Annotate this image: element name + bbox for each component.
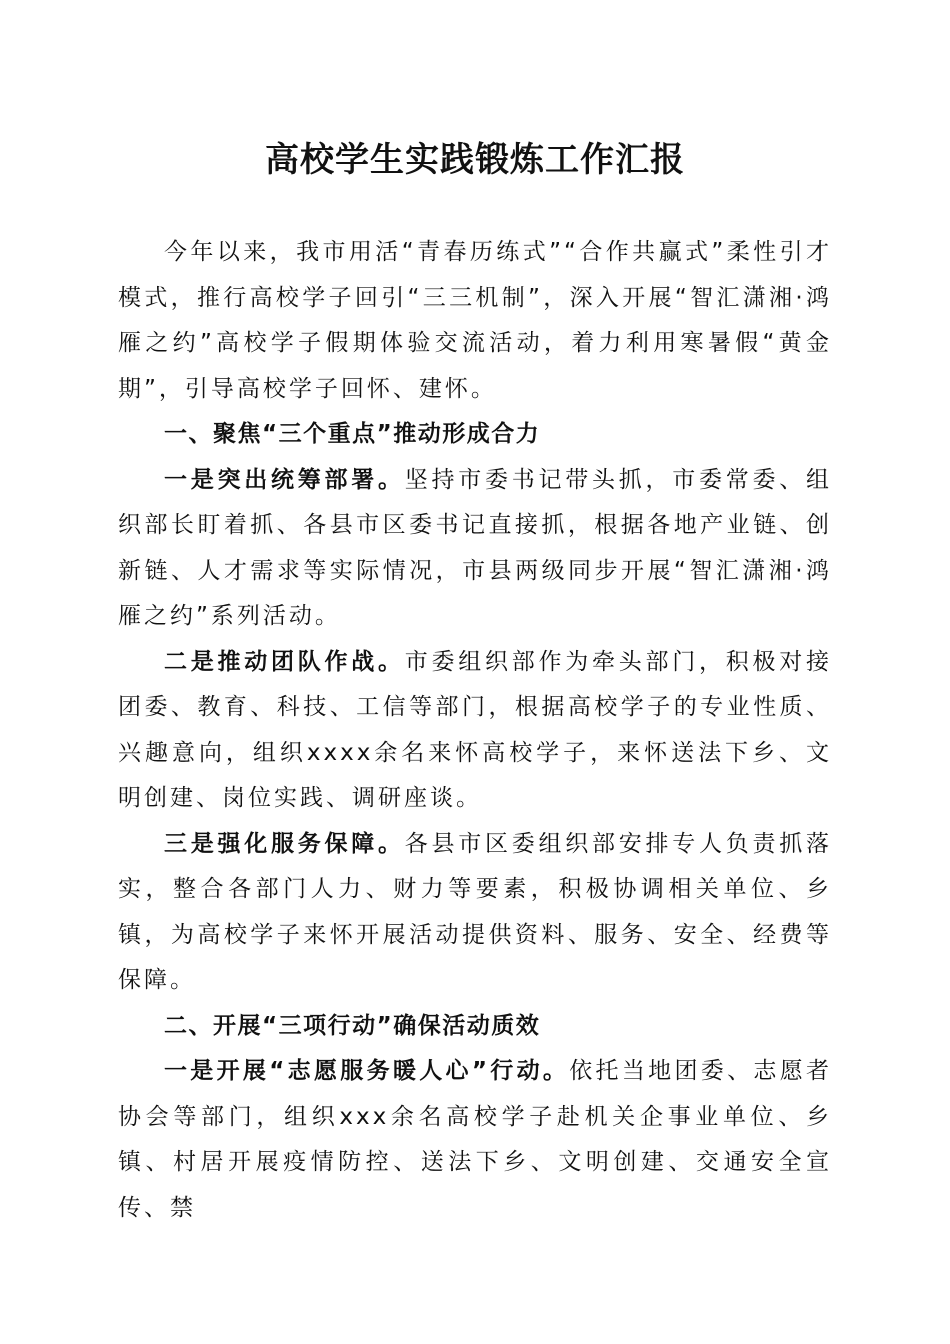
paragraph-lead: 三是强化服务保障。	[164, 830, 405, 857]
paragraph-lead: 二是推动团队作战。	[164, 648, 405, 675]
paragraph-lead: 一是开展“志愿服务暖人心”行动。	[164, 1058, 570, 1084]
document-body	[118, 230, 832, 1231]
paragraph-text: 市委组织部作为牵头部门，积极对接团委、教育、科技、工信等部门，根据高校学子的专业性质、兴趣意向，组织xxxx余名来怀高校学子，来怀送法下乡、文明创建、岗位实践、调研座谈。	[118, 648, 832, 811]
paragraph-s1-item-3	[118, 822, 832, 1004]
document-title: 高校学生实践锻炼工作汇报	[265, 140, 685, 180]
paragraph-s1-item-2	[118, 640, 832, 822]
paragraph-s2-item-1	[118, 1049, 832, 1231]
paragraph-text: 各县市区委组织部安排专人负责抓落实，整合各部门人力、财力等要素，积极协调相关单位、乡镇，为高校学子来怀开展活动提供资料、服务、安全、经费等保障。	[118, 830, 832, 993]
intro-paragraph: 今年以来，我市用活“青春历练式”“合作共赢式”柔性引才模式，推行高校学子回引“三三机制”，深入开展“智汇潇湘·鸿雁之约”高校学子假期体验交流活动，着力利用寒暑假“黄金期”，引导高校学子回怀、建怀。	[118, 239, 832, 402]
paragraph-lead: 一是突出统筹部署。	[164, 466, 405, 493]
paragraph-text: 依托当地团委、志愿者协会等部门，组织xxx余名高校学子赴机关企事业单位、乡镇、村居开展疫情防控、送法下乡、文明创建、交通安全宣传、禁	[118, 1058, 832, 1221]
section-heading-1: 一、聚焦“三个重点”推动形成合力	[164, 421, 541, 447]
paragraph-text: 坚持市委书记带头抓，市委常委、组织部长盯着抓、各县市区委书记直接抓，根据各地产业链、创新链、人才需求等实际情况，市县两级同步开展“智汇潇湘·鸿雁之约”系列活动。	[118, 466, 832, 629]
paragraph-s1-item-1	[118, 458, 832, 640]
section-heading-2: 二、开展“三项行动”确保活动质效	[164, 1012, 541, 1039]
